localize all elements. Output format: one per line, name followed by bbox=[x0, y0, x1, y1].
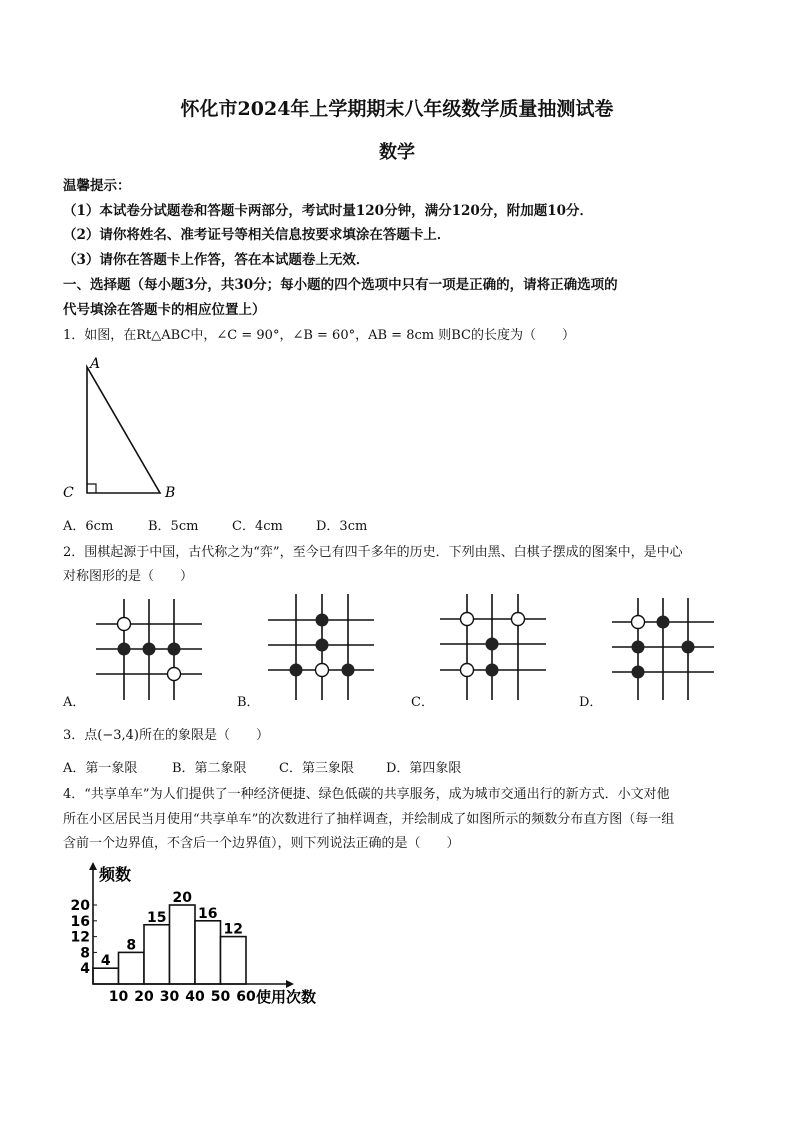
white-stone bbox=[632, 616, 645, 629]
triangle-abc bbox=[87, 367, 160, 493]
histogram-bar bbox=[170, 905, 196, 984]
bar-data-label: 20 bbox=[172, 890, 192, 906]
q2-option-a: A． bbox=[63, 695, 86, 710]
q2-text-line2: 对称图形的是（ ） bbox=[63, 569, 194, 584]
x-tick-label: 40 bbox=[185, 989, 205, 1005]
section1-heading-line1: 一、选择题（每小题3分，共30分；每小题的四个选项中只有一项是正确的，请将正确选项的 bbox=[63, 277, 618, 293]
go-board-b bbox=[266, 592, 378, 706]
q3-option-c: C．第三象限 bbox=[279, 761, 354, 776]
y-tick-label: 4 bbox=[80, 961, 90, 978]
q3-option-a: A．第一象限 bbox=[63, 761, 138, 776]
frequency-histogram bbox=[64, 860, 334, 1010]
x-tick-label: 20 bbox=[134, 989, 154, 1005]
tip-1: （1）本试卷分试题卷和答题卡两部分，考试时量120分钟，满分120分，附加题10分． bbox=[63, 203, 594, 219]
q3-text: 3．点(−3,4)所在的象限是（ ） bbox=[63, 728, 269, 743]
histogram-bar bbox=[221, 937, 247, 984]
black-stone bbox=[682, 641, 695, 654]
x-axis-arrow bbox=[286, 980, 294, 988]
black-stone bbox=[143, 643, 156, 656]
histogram-bar bbox=[144, 925, 170, 984]
black-stone bbox=[342, 664, 355, 677]
bar-data-label: 15 bbox=[147, 909, 167, 926]
white-stone bbox=[461, 664, 474, 677]
white-stone bbox=[118, 618, 131, 631]
black-stone bbox=[290, 664, 303, 677]
q1-option-a: A．6cm bbox=[63, 519, 114, 534]
black-stone bbox=[168, 643, 181, 656]
x-tick-label: 50 bbox=[210, 989, 231, 1005]
q1-option-d: D．3cm bbox=[316, 519, 368, 534]
q1-text: 1．如图，在Rt△ABC中，∠C = 90°，∠B = 60°，AB = 8cm 则BC的长度为（ ） bbox=[63, 328, 575, 343]
q3-option-d: D．第四象限 bbox=[386, 761, 462, 776]
x-tick-label: 30 bbox=[159, 989, 180, 1005]
white-stone bbox=[512, 613, 525, 626]
tip-3: （3）请你在答题卡上作答，答在本试题卷上无效． bbox=[63, 252, 370, 268]
q2-option-c: C． bbox=[411, 695, 434, 710]
bar-data-label: 8 bbox=[126, 937, 137, 954]
vertex-label-c: C bbox=[63, 485, 74, 501]
x-axis-label: 使用次数 bbox=[256, 988, 317, 1006]
go-board-d bbox=[612, 596, 722, 706]
q2-option-b: B． bbox=[237, 695, 260, 710]
black-stone bbox=[632, 666, 645, 679]
page-title: 怀化市2024年上学期期末八年级数学质量抽测试卷 bbox=[180, 98, 614, 120]
y-tick-label: 12 bbox=[70, 929, 90, 946]
x-tick-label: 10 bbox=[108, 989, 129, 1005]
q4-text-line3: 含前一个边界值，不含后一个边界值），则下列说法正确的是（ ） bbox=[63, 836, 460, 851]
white-stone bbox=[168, 668, 181, 681]
q2-option-d: D． bbox=[579, 695, 603, 710]
bar-data-label: 12 bbox=[223, 921, 243, 938]
y-tick-label: 8 bbox=[80, 945, 90, 962]
tip-2: （2）请你将姓名、准考证号等相关信息按要求填涂在答题卡上． bbox=[63, 227, 451, 243]
vertex-label-a: A bbox=[90, 356, 101, 372]
subject-title: 数学 bbox=[379, 142, 415, 163]
section1-heading-line2: 代号填涂在答题卡的相应位置上） bbox=[63, 302, 266, 318]
y-tick-label: 16 bbox=[70, 913, 90, 930]
go-board-a bbox=[96, 596, 206, 706]
histogram-bar bbox=[119, 952, 145, 984]
black-stone bbox=[316, 639, 329, 652]
y-tick-label: 20 bbox=[70, 898, 90, 914]
right-angle-mark bbox=[87, 484, 96, 493]
black-stone bbox=[657, 616, 670, 629]
tips-heading: 温馨提示： bbox=[63, 178, 131, 194]
q1-option-b: B．5cm bbox=[148, 519, 199, 534]
y-axis-arrow bbox=[89, 862, 97, 870]
black-stone bbox=[118, 643, 131, 656]
histogram-bar bbox=[195, 921, 221, 984]
y-axis-label: 频数 bbox=[99, 865, 132, 884]
black-stone bbox=[632, 641, 645, 654]
black-stone bbox=[486, 664, 499, 677]
histogram-bar bbox=[93, 968, 119, 984]
white-stone bbox=[316, 664, 329, 677]
bar-data-label: 16 bbox=[198, 905, 218, 922]
black-stone bbox=[316, 614, 329, 627]
q3-option-b: B．第二象限 bbox=[172, 761, 247, 776]
x-tick-label: 60 bbox=[236, 989, 256, 1005]
black-stone bbox=[486, 638, 499, 651]
q4-text-line1: 4．“共享单车”为人们提供了一种经济便捷、绿色低碳的共享服务，成为城市交通出行的新方式．小文对他 bbox=[63, 787, 670, 802]
white-stone bbox=[461, 613, 474, 626]
q1-option-c: C．4cm bbox=[232, 519, 283, 534]
q4-text-line2: 所在小区居民当月使用“共享单车”的次数进行了抽样调查，并绘制成了如图所示的频数分布直方图（每一组 bbox=[63, 812, 675, 827]
q1-triangle-figure bbox=[60, 355, 190, 505]
go-board-c bbox=[440, 592, 552, 706]
q2-text-line1: 2．围棋起源于中国，古代称之为“弈”，至今已有四千多年的历史．下列由黑、白棋子摆成的图案中，是中心 bbox=[63, 545, 683, 560]
bar-data-label: 4 bbox=[100, 953, 111, 970]
vertex-label-b: B bbox=[165, 485, 176, 501]
